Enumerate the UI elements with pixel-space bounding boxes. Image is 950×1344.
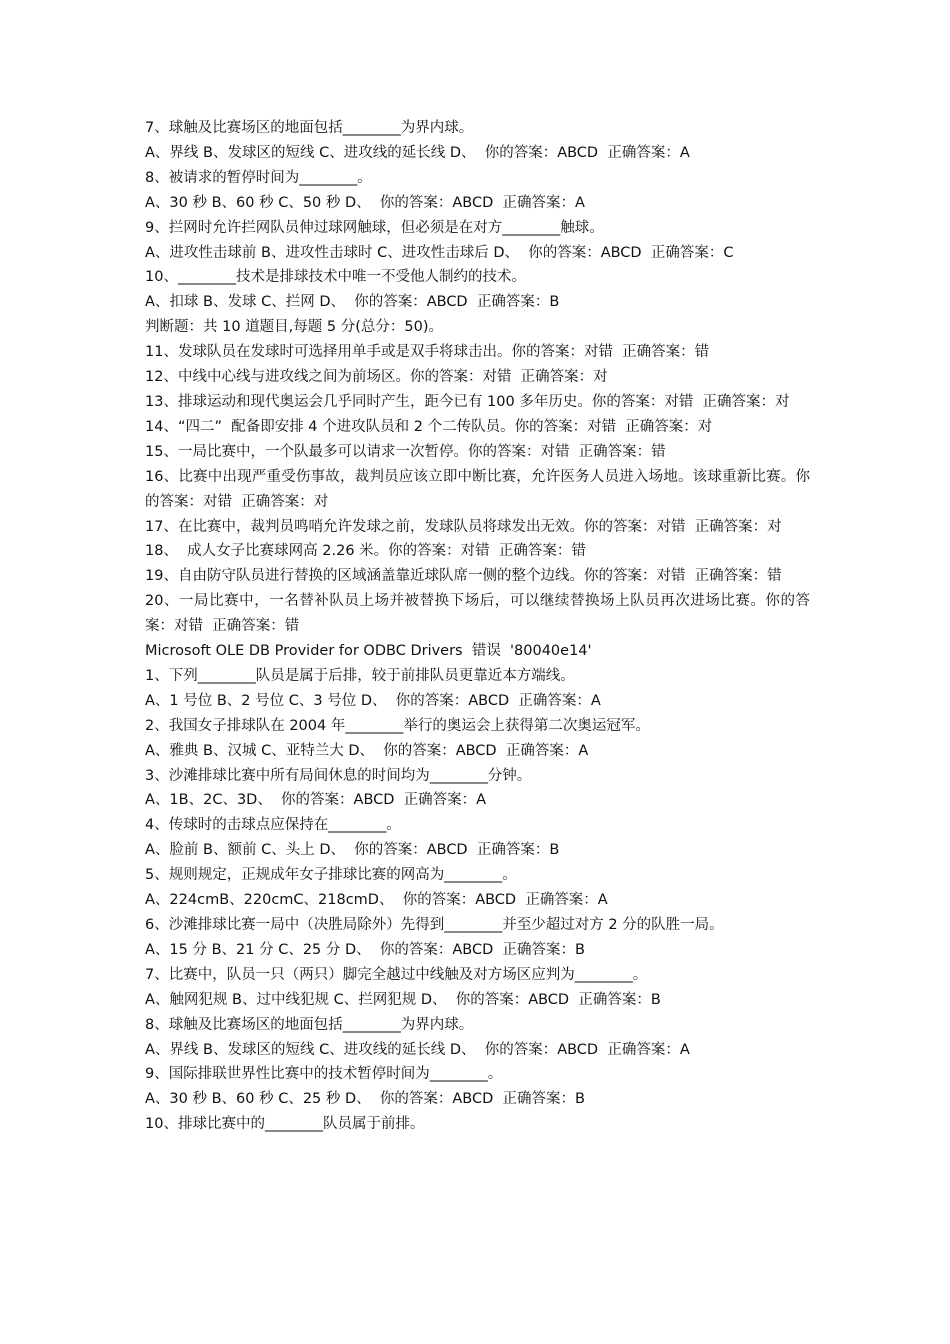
answer-options: A、1 号位 B、2 号位 C、3 号位 D、 你的答案：ABCD 正确答案：A — [145, 692, 601, 709]
answer-options: A、界线 B、发球区的短线 C、进攻线的延长线 D、 你的答案：ABCD 正确答案：A — [145, 1041, 690, 1058]
question-text: 8、球触及比赛场区的地面包括________为界内球。 — [145, 1016, 474, 1033]
true-false-question: 11、发球队员在发球时可选择用单手或是双手将球击出。你的答案：对错 正确答案：错 — [145, 344, 710, 361]
question-text: 10、________技术是排球技术中唯一不受他人制约的技术。 — [145, 269, 526, 286]
question-text: 3、沙滩排球比赛中所有局间休息的时间均为________分钟。 — [145, 767, 532, 784]
question-text: 7、球触及比赛场区的地面包括________为界内球。 — [145, 120, 474, 136]
true-false-question: 14、“四二” 配备即安排 4 个进攻队员和 2 个二传队员。你的答案：对错 正确答案：对 — [145, 418, 713, 435]
question-text: 8、被请求的暂停时间为________。 — [145, 169, 372, 186]
true-false-question: 13、排球运动和现代奥运会几乎同时产生，距今已有 100 多年历史。你的答案：对错 正确答案：对 — [145, 393, 790, 410]
answer-options: A、30 秒 B、60 秒 C、50 秒 D、 你的答案：ABCD 正确答案：A — [145, 194, 585, 211]
question-text: 9、国际排联世界性比赛中的技术暂停时间为________。 — [145, 1066, 503, 1083]
true-false-question: 16、比赛中出现严重受伤事故，裁判员应该立即中断比赛，允许医务人员进入场地。该球重新比赛。你的答案：对错 正确答案：对 — [145, 468, 810, 510]
true-false-question: 19、自由防守队员进行替换的区域涵盖靠近球队席一侧的整个边线。你的答案：对错 正确答案：错 — [145, 568, 782, 585]
answer-options: A、触网犯规 B、过中线犯规 C、拦网犯规 D、 你的答案：ABCD 正确答案：B — [145, 991, 661, 1008]
answer-options: A、进攻性击球前 B、进攻性击球时 C、进攻性击球后 D、 你的答案：ABCD 正确答案：C — [145, 244, 734, 261]
answer-options: A、雅典 B、汉城 C、亚特兰大 D、 你的答案：ABCD 正确答案：A — [145, 742, 589, 759]
error-message: Microsoft OLE DB Provider for ODBC Drivers 错误 '80040e14' — [145, 643, 592, 660]
answer-options: A、1B、2C、3D、 你的答案：ABCD 正确答案：A — [145, 792, 487, 809]
question-text: 4、传球时的击球点应保持在________。 — [145, 817, 401, 834]
answer-options: A、15 分 B、21 分 C、25 分 D、 你的答案：ABCD 正确答案：B — [145, 941, 585, 958]
answer-options: A、224cmB、220cmC、218cmD、 你的答案：ABCD 正确答案：A — [145, 892, 608, 909]
question-text: 9、拦网时允许拦网队员伸过球网触球，但必须是在对方________触球。 — [145, 219, 604, 236]
question-text: 5、规则规定，正规成年女子排球比赛的网高为________。 — [145, 867, 517, 884]
true-false-question: 20、一局比赛中，一名替补队员上场并被替换下场后，可以继续替换场上队员再次进场比赛。你的答案：对错 正确答案：错 — [145, 593, 810, 635]
answer-options: A、界线 B、发球区的短线 C、进攻线的延长线 D、 你的答案：ABCD 正确答案：A — [145, 144, 690, 161]
true-false-question: 15、一局比赛中，一个队最多可以请求一次暂停。你的答案：对错 正确答案：错 — [145, 443, 666, 460]
question-text: 1、下列________队员是属于后排，较于前排队员更靠近本方端线。 — [145, 667, 575, 684]
true-false-question: 18、 成人女子比赛球网高 2.26 米。你的答案：对错 正确答案：错 — [145, 543, 586, 560]
question-text: 6、沙滩排球比赛一局中（决胜局除外）先得到________并至少超过对方 2 分的队胜一局。 — [145, 917, 724, 933]
section-heading: 判断题：共 10 道题目,每题 5 分(总分：50)。 — [145, 319, 443, 336]
question-text: 10、排球比赛中的________队员属于前排。 — [145, 1116, 425, 1133]
true-false-question: 17、在比赛中，裁判员鸣哨允许发球之前，发球队员将球发出无效。你的答案：对错 正确答案：对 — [145, 518, 782, 535]
document-body — [145, 116, 810, 1137]
question-text: 7、比赛中，队员一只（两只）脚完全越过中线触及对方场区应判为________。 — [145, 966, 648, 983]
answer-options: A、脸前 B、额前 C、头上 D、 你的答案：ABCD 正确答案：B — [145, 842, 560, 859]
answer-options: A、扣球 B、发球 C、拦网 D、 你的答案：ABCD 正确答案：B — [145, 294, 560, 311]
true-false-question: 12、中线中心线与进攻线之间为前场区。你的答案：对错 正确答案：对 — [145, 369, 608, 386]
answer-options: A、30 秒 B、60 秒 C、25 秒 D、 你的答案：ABCD 正确答案：B — [145, 1091, 585, 1108]
question-text: 2、我国女子排球队在 2004 年________举行的奥运会上获得第二次奥运冠军。 — [145, 717, 650, 734]
